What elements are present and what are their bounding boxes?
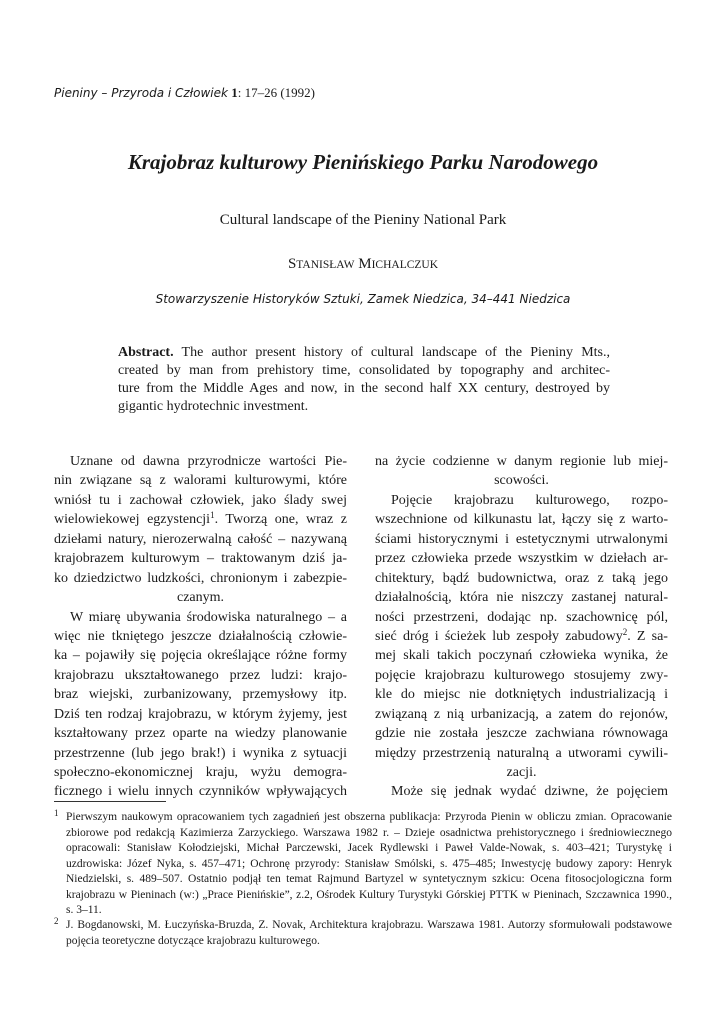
text-line: czanym. [176,590,225,606]
abstract-line: created by man from prehistory time, consolidated by topography and architec- [118,363,610,378]
text-line: krajobrazu ukształtowanego przez ludzi: krajo- [54,667,347,683]
text-line: ficznego i wielu innych czynników wpływających [54,784,347,800]
text-line: Dziś ten rodzaj krajobrazu, w którym żyjemy, jest [54,706,347,722]
footnote-line: pojęcia teoretyczne dotyczące krajobrazu kulturowego. [66,934,320,947]
text-line: związaną z nią urbanizacją, a zatem do rejonów, [375,706,668,722]
text-line: mej skali takich poczynań człowieka wynika, że [375,648,668,664]
author-last-rest: ICHALCZUK [371,259,439,271]
text-line: społeczno-ekonomicznej kraju, wyżu demogra- [54,765,347,780]
text-line: chitektury, bądź budownictwa, oraz z taką jego [375,570,668,586]
body-column-left [54,452,347,802]
abstract [118,344,610,416]
text-line: gdzie nie została jeszcze zachwiana równowaga [375,726,668,742]
abstract-line: gigantic hydrotechnic investment. [118,399,309,414]
article-subtitle: Cultural landscape of the Pieniny National Park [219,212,507,228]
footnote-body [66,918,672,949]
footnote-line: uzdrowiska: Józef Nyka, s. 457–471; Ochronę przyrody: Stanisław Smólski, s. 475–485; Inwestycję budowy zapory: Henryk [66,857,672,870]
footnote-separator [54,801,166,802]
footnote-number: 1 [54,808,59,818]
text-line: ściami historycznymi i estetycznymi utrwalonymi [375,531,668,547]
footnote-line: opracowali: Stanisław Kołodziejski, Michał Parczewski, Jacek Rydlewski i Paweł Valde-Nowak, s. 403–421; Turystykę i [66,842,672,854]
text-line [375,627,668,646]
footnote-line: zbiorowe pod redakcją Kazimierza Zarzyckiego. Warszawa 1982 r. – Dzieje osadnictwa prehistorycznego i średniowiecznego [66,826,672,839]
footnote-line: Niedzielski, s. 489–507. Ostatnio podjął ten temat Rajmund Bartyzel w syntetycznym szkicu: Ocena fitosocjologiczna form [66,873,672,885]
text-line: działalnością, która nie niszczy zastanej natural- [375,590,668,606]
journal-volume: 1 [231,85,238,100]
text-line: Uznane od dawna przyrodnicze wartości Pie- [70,454,347,469]
text-line: braz wiejski, zurbanizowany, przemysłowy itp. [54,687,347,703]
footnote-number: 2 [54,916,59,926]
article-title: Krajobraz kulturowy Pienińskiego Parku Narodowego [127,150,599,174]
author-first-initial: S [287,256,297,272]
author-last-initial: M [358,256,372,272]
footnote-line: Pierwszym naukowym opracowaniem tych zagadnień jest obszerna publikacja: Przyroda Pienin w obliczu zmian. Opracowanie [66,811,672,823]
footnote-line: krajobrazu w Pieninach (w:) „Prace Pienińskie”, z.2, Ośrodek Kultury Turystyki Górskiej PTTK w Pieninach, Szczawnica 1990., [66,888,672,901]
footnote-body [66,810,672,919]
text-line: ko dziedzictwo ludzkości, chronionym i zabezpie- [54,570,347,586]
text-segment: sieć dróg i ścieżek lub zespoły zabudowy [375,628,623,644]
body-column-right [375,452,668,802]
text-line: scowości. [494,473,549,489]
text-line: krajobrazem kulturowym – traktowanym dziś ja- [54,551,347,567]
text-line: przez człowieka przede wszystkim w dziełach ar- [375,551,668,567]
abstract-label: Abstract. [118,345,174,360]
text-line: między przestrzenią naturalną a utworami cywili- [375,745,668,761]
footnote-line: s. 3–11. [66,904,102,916]
text-line: kle do miejsc nie dotkniętych industrializacją i [375,687,668,703]
text-line: ności przestrzeni, dodając np. szachownicę pól, [375,609,668,625]
text-line: nin związane są z walorami kulturowymi, które [54,473,347,489]
abstract-line [118,344,610,362]
footnote-ref-1[interactable]: 1 [210,510,215,521]
author-affiliation: Stowarzyszenie Historyków Sztuki, Zamek Niedzica, 34–441 Niedzica [155,292,571,306]
abstract-text: The author present history of cultural landscape of the Pieniny Mts., [173,345,610,360]
footnote-ref-2[interactable]: 2 [622,626,628,637]
journal-citation [54,85,315,101]
text-line: na życie codzienne w danym regionie lub miej- [375,454,668,469]
text-line: Pojęcie krajobrazu kulturowego, rozpo- [391,492,668,508]
text-line: zacji. [506,765,537,780]
abstract-line: ture from the Middle Ages and now, in the second half XX century, destroyed by [118,381,610,396]
text-line: dziełami natury, nierozerwalną całość – nazywaną [54,531,347,547]
text-segment: wielowiekowej egzystencji [54,512,211,528]
text-line: wszechnione od kilkunastu lat, łączy się z warto- [375,512,668,528]
text-line [54,510,347,529]
author-name [0,256,726,273]
journal-pages: : 17–26 (1992) [237,85,315,100]
text-line: Może się jednak wydać dziwne, że pojęciem [391,784,668,800]
text-segment: . Z sa- [627,628,668,644]
text-line: pojęcie krajobrazu kulturowego stosujemy zwy- [375,667,668,683]
text-line: ka – pojawiły się pojęcia określające różne formy [54,648,347,664]
footnote-line: J. Bogdanowski, M. Łuczyńska-Bruzda, Z. Novak, Architektura krajobrazu. Warszawa 1981. Autorzy sformułowali podstawowe [66,919,672,931]
text-line: wniósł tu i zachował człowiek, jako ślady swej [54,492,347,508]
text-segment: . Tworzą one, wraz z [214,512,347,528]
text-line: kształtowany przez oparte na wiedzy planowanie [54,726,347,742]
text-line: przestrzenne (lub jego brak!) i wynika z sytuacji [54,745,347,761]
text-line: więc nie tkniętego jeszcze działalnością człowie- [54,628,347,644]
text-line: W miarę ubywania środowiska naturalnego – a [70,609,347,625]
author-first-rest: TANISŁAW [296,259,355,271]
journal-title: Pieniny – Przyroda i Człowiek [54,86,228,100]
